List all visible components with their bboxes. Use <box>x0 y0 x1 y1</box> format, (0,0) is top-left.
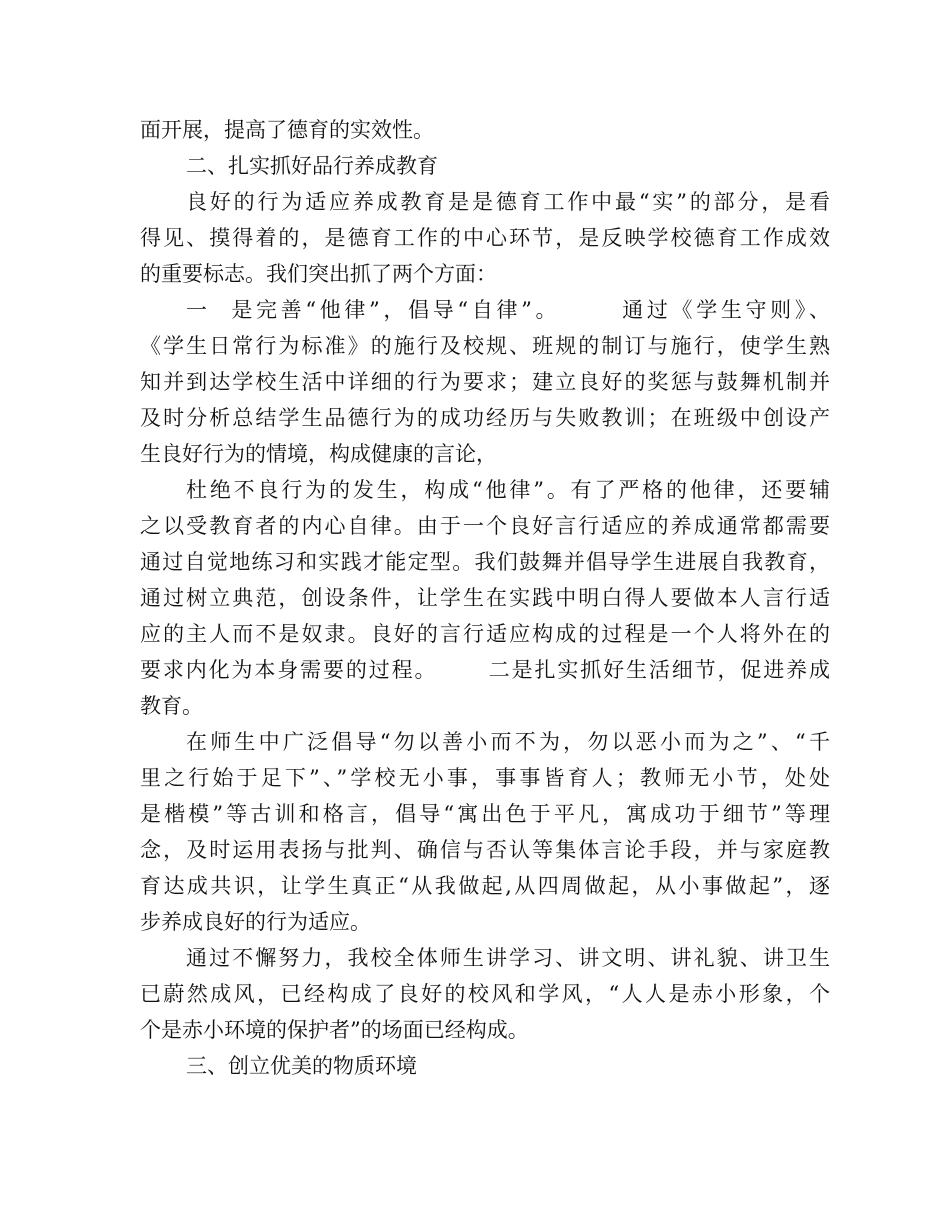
text-line: 是楷模”等古训和格言，倡导“寓出色于平凡，寓成功于细节”等理 <box>140 802 830 826</box>
text-line: 通过树立典范，创设条件，让学生在实践中明白得人要做本人言行适 <box>140 586 830 610</box>
text-line: 应的主人而不是奴隶。良好的言行适应构成的过程是一个人将外在的 <box>140 622 830 646</box>
text-line: 在师生中广泛倡导“勿以善小而不为，勿以恶小而为之”、“千 <box>186 730 830 754</box>
text-line: 里之行始于足下”、”学校无小事，事事皆育人；教师无小节，处处 <box>140 766 830 790</box>
text-line: 之以受教育者的内心自律。由于一个良好言行适应的养成通常都需要 <box>140 514 830 538</box>
text-line: 念，及时运用表扬与批判、确信与否认等集体言论手段，并与家庭教 <box>140 838 830 862</box>
text-line: 步养成良好的行为适应。 <box>140 910 371 934</box>
text-line: 杜绝不良行为的发生，构成“他律”。有了严格的他律，还要辅 <box>186 478 830 502</box>
text-line: 生良好行为的情境，构成健康的言论， <box>140 442 497 466</box>
text-line: 要求内化为本身需要的过程。 二是扎实抓好生活细节，促进养成 <box>140 658 830 682</box>
text-line: 良好的行为适应养成教育是是德育工作中最“实”的部分，是看 <box>186 190 830 214</box>
text-line: 个是赤小环境的保护者”的场面已经构成。 <box>140 1018 529 1042</box>
section-heading-2: 二、扎实抓好品行养成教育 <box>186 154 438 178</box>
text-line: 得见、摸得着的，是德育工作的中心环节，是反映学校德育工作成效 <box>140 226 830 250</box>
text-line: 教育。 <box>140 694 203 718</box>
text-line: 通过不懈努力，我校全体师生讲学习、讲文明、讲礼貌、讲卫生 <box>186 946 830 970</box>
text-line: 已蔚然成风，已经构成了良好的校风和学风，“人人是赤小形象，个 <box>140 982 830 1006</box>
text-line: 通过自觉地练习和实践才能定型。我们鼓舞并倡导学生进展自我教育， <box>140 550 830 574</box>
text-line: 《学生日常行为标准》的施行及校规、班规的制订与施行，使学生熟 <box>140 334 830 358</box>
text-line: 面开展，提高了德育的实效性。 <box>140 118 434 142</box>
text-line: 知并到达学校生活中详细的行为要求；建立良好的奖惩与鼓舞机制并 <box>140 370 830 394</box>
text-line: 及时分析总结学生品德行为的成功经历与失败教训；在班级中创设产 <box>140 406 830 430</box>
section-heading-3: 三、创立优美的物质环境 <box>186 1054 417 1078</box>
text-line: 的重要标志。我们突出抓了两个方面： <box>140 262 497 286</box>
text-line: 一 是完善“他律”，倡导“自律”。 通过《学生守则》、 <box>186 298 830 322</box>
text-line: 育达成共识，让学生真正“从我做起,从四周做起，从小事做起”，逐 <box>140 874 830 898</box>
